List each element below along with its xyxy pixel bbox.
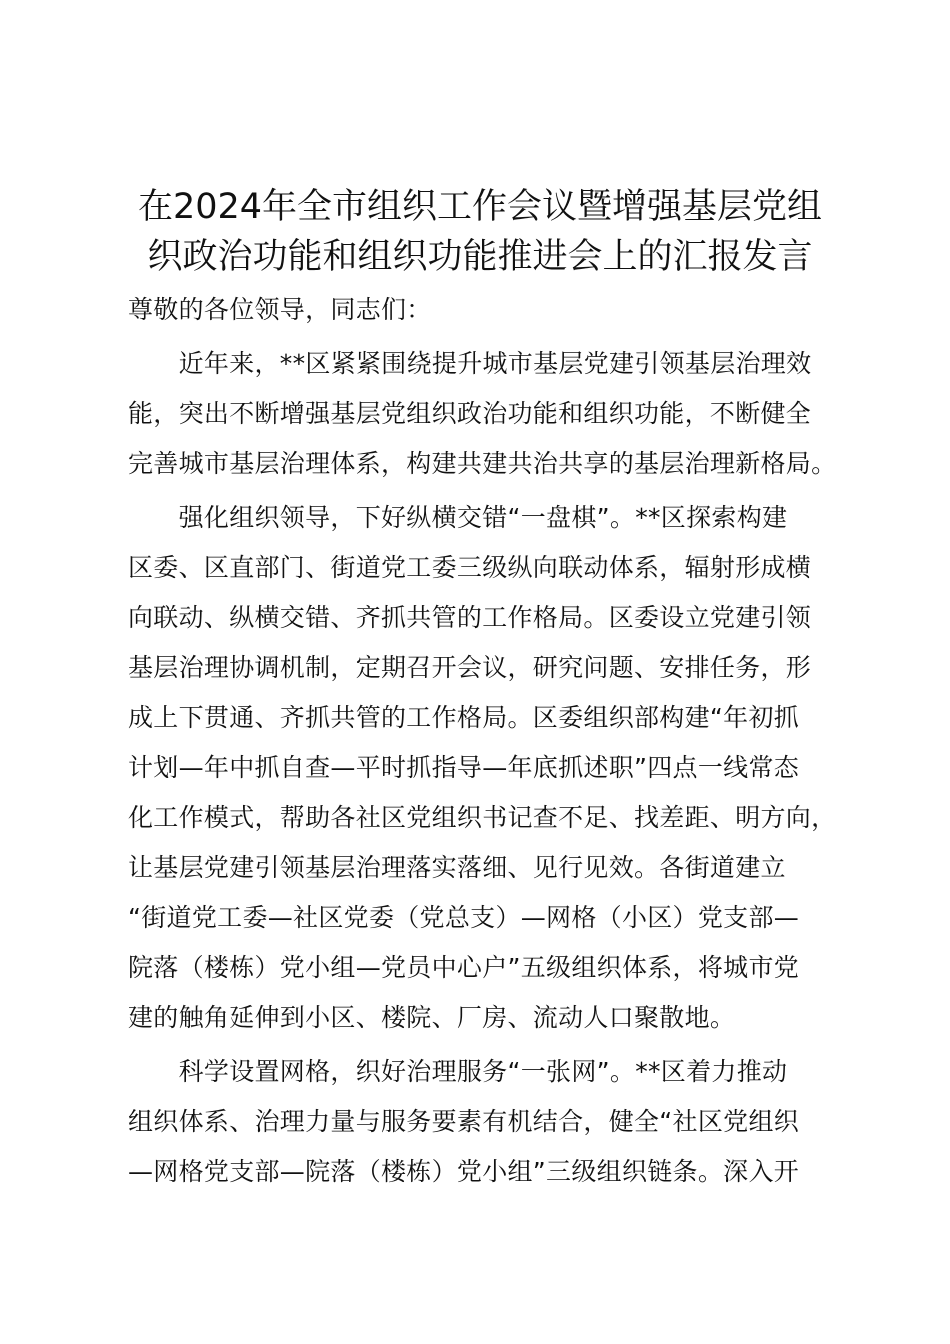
paragraph-line: 向联动、纵横交错、齐抓共管的工作格局。区委设立党建引领 — [128, 603, 812, 632]
paragraph-line: 成上下贯通、齐抓共管的工作格局。区委组织部构建“年初抓 — [128, 703, 800, 732]
paragraph-line: 能，突出不断增强基层党组织政治功能和组织功能，不断健全 — [128, 399, 812, 428]
paragraph-line: 让基层党建引领基层治理落实落细、见行见效。各街道建立 — [128, 853, 786, 882]
paragraph-organization-leadership — [128, 493, 848, 1043]
paragraph-line: 区委、区直部门、街道党工委三级纵向联动体系，辐射形成横 — [128, 553, 812, 582]
paragraph-line: 完善城市基层治理体系，构建共建共治共享的基层治理新格局。 — [128, 449, 837, 478]
paragraph-line: 院落（楼栋）党小组—党员中心户”五级组织体系，将城市党 — [128, 953, 800, 982]
paragraph-line: 化工作模式，帮助各社区党组织书记查不足、找差距、明方向， — [128, 803, 837, 832]
paragraph-line: 基层治理协调机制，定期召开会议，研究问题、安排任务，形 — [128, 653, 812, 682]
paragraph-line: 建的触角延伸到小区、楼院、厂房、流动人口聚散地。 — [128, 1003, 736, 1032]
paragraph-line: 组织体系、治理力量与服务要素有机结合，健全“社区党组织 — [128, 1107, 800, 1136]
salutation: 尊敬的各位领导，同志们： — [128, 295, 432, 324]
title-line-2: 织政治功能和组织功能推进会上的汇报发言 — [147, 237, 813, 277]
title-line-1: 在2024年全市组织工作会议暨增强基层党组 — [137, 187, 823, 227]
paragraph-grid-setup — [128, 1047, 848, 1197]
paragraph-line: 强化组织领导，下好纵横交错“一盘棋”。**区探索构建 — [128, 503, 788, 532]
paragraph-line: 科学设置网格，织好治理服务“一张网”。**区着力推动 — [128, 1057, 788, 1086]
paragraph-line: “街道党工委—社区党委（党总支）—网格（小区）党支部— — [128, 903, 800, 932]
paragraph-line: —网格党支部—院落（楼栋）党小组”三级组织链条。深入开 — [128, 1157, 800, 1186]
paragraph-intro — [128, 339, 848, 489]
paragraph-line: 计划—年中抓自查—平时抓指导—年底抓述职”四点一线常态 — [128, 753, 800, 782]
paragraph-line: 近年来，**区紧紧围绕提升城市基层党建引领基层治理效 — [128, 349, 812, 378]
document-title — [100, 182, 860, 282]
document-body — [128, 285, 848, 1201]
